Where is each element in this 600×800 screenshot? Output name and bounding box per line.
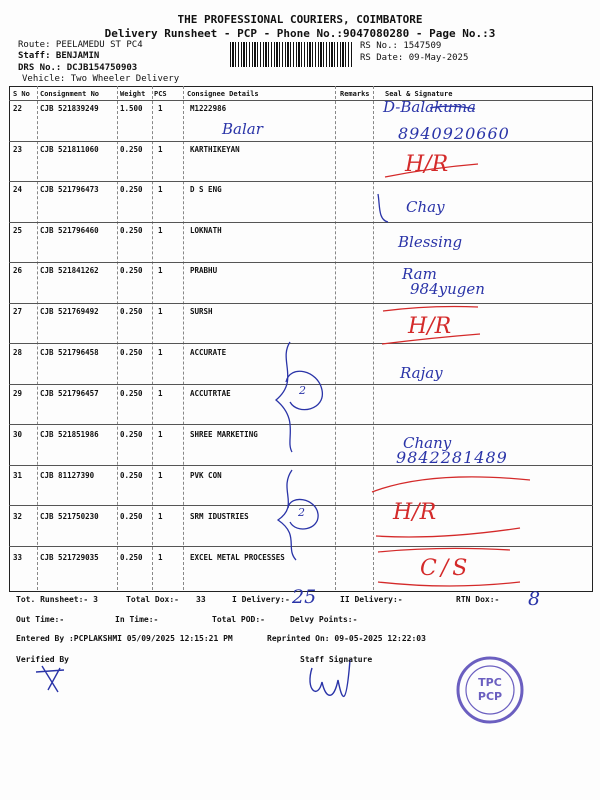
row-sno: 27 [13, 307, 23, 316]
row-consignee: LOKNATH [190, 226, 222, 235]
i-delivery-label: I Delivery:- [232, 595, 290, 604]
row-sno: 24 [13, 185, 23, 194]
row-sno: 33 [13, 553, 23, 562]
row-consignment: CJB 521750230 [40, 512, 99, 521]
row-pcs: 1 [158, 553, 163, 562]
row-sno: 30 [13, 430, 23, 439]
stamp-line2: PCP [477, 690, 503, 703]
row-consignee: ACCURATE [190, 348, 227, 357]
row-sno: 31 [13, 471, 23, 480]
in-time-label: In Time:- [115, 615, 159, 624]
row-consignee: D S ENG [190, 185, 222, 194]
total-dox-label: Total Dox:- [126, 595, 179, 604]
hand-r22-signature: D-Balakuma [383, 98, 476, 116]
hand-r22-phone: 8940920660 [398, 124, 510, 143]
hand-r24-signature: Chay [406, 198, 445, 216]
row-pcs: 1 [158, 145, 163, 154]
row-consignment: CJB 81127390 [40, 471, 95, 480]
row-consignment: CJB 521796457 [40, 389, 99, 398]
col-consignee: Consignee Details [187, 90, 259, 98]
staff-label: Staff: BENJAMIN [18, 51, 100, 61]
row-pcs: 1 [158, 471, 163, 480]
hand-r32-hr: H/R [393, 500, 437, 525]
row-pcs: 1 [158, 104, 163, 113]
row-sno: 22 [13, 104, 23, 113]
route-label: Route: PEELAMEDU ST PC4 [18, 40, 143, 50]
row-weight: 1.500 [120, 104, 143, 113]
row-weight: 0.250 [120, 471, 143, 480]
verified-by-label: Verified By [16, 655, 69, 664]
row-pcs: 1 [158, 389, 163, 398]
row-consignee: ACCUTRTAE [190, 389, 231, 398]
rs-date: RS Date: 09-May-2025 [360, 53, 469, 63]
row-consignee: EXCEL METAL PROCESSES [190, 553, 285, 562]
total-pod-label: Total POD:- [212, 615, 265, 624]
runsheet-subtitle: Delivery Runsheet - PCP - Phone No.:9047080280 - Page No.:3 [104, 27, 496, 40]
ii-delivery-label: II Delivery:- [340, 595, 403, 604]
row-consignment: CJB 521811060 [40, 145, 99, 154]
entered-by: Entered By :PCPLAKSHMI 05/09/2025 12:15:21 PM [16, 634, 233, 643]
row-weight: 0.250 [120, 430, 143, 439]
row-pcs: 1 [158, 307, 163, 316]
row-consignment: CJB 521769492 [40, 307, 99, 316]
row-pcs: 1 [158, 348, 163, 357]
row-consignment: CJB 521796460 [40, 226, 99, 235]
row-sno: 32 [13, 512, 23, 521]
row-consignment: CJB 521839249 [40, 104, 99, 113]
row-consignee: SRM IDUSTRIES [190, 512, 249, 521]
row-consignment: CJB 521841262 [40, 266, 99, 275]
hand-r32-count: 2 [298, 506, 305, 519]
row-consignee: SHREE MARKETING [190, 430, 258, 439]
col-sno: S No [13, 90, 30, 98]
stamp-line1: TPC [478, 676, 502, 689]
vehicle-label: Vehicle: Two Wheeler Delivery [22, 74, 180, 84]
col-consignment: Consignment No [40, 90, 100, 98]
hand-r29-count: 2 [299, 384, 306, 397]
hand-r30-phone: 9842281489 [396, 448, 508, 467]
row-consignment: CJB 521796473 [40, 185, 99, 194]
row-pcs: 1 [158, 266, 163, 275]
hand-r26-signature: Ram [402, 265, 437, 283]
row-weight: 0.250 [120, 512, 143, 521]
hand-r33-cs: C/S [420, 556, 472, 581]
row-consignee: PVK CON [190, 471, 222, 480]
row-weight: 0.250 [120, 185, 143, 194]
hand-r26-phone: 984yugen [410, 280, 485, 298]
staff-signature-label: Staff Signature [300, 655, 373, 664]
rtn-dox-value: 8 [528, 588, 541, 610]
row-pcs: 1 [158, 512, 163, 521]
row-weight: 0.250 [120, 307, 143, 316]
hand-r23-hr: H/R [405, 152, 449, 177]
tot-runsheet: Tot. Runsheet:- 3 [16, 595, 98, 604]
row-weight: 0.250 [120, 145, 143, 154]
out-time-label: Out Time:- [16, 615, 65, 624]
row-consignee: PRABHU [190, 266, 218, 275]
col-seal: Seal & Signature [385, 90, 453, 98]
row-consignment: CJB 521729035 [40, 553, 99, 562]
row-sno: 23 [13, 145, 23, 154]
row-consignee: SURSH [190, 307, 213, 316]
row-consignment: CJB 521796458 [40, 348, 99, 357]
row-sno: 28 [13, 348, 23, 357]
rtn-dox-label: RTN Dox:- [456, 595, 500, 604]
row-weight: 0.250 [120, 226, 143, 235]
row-sno: 29 [13, 389, 23, 398]
hand-r25-signature: Blessing [398, 233, 463, 251]
rs-number: RS No.: 1547509 [360, 41, 442, 51]
reprinted-on: Reprinted On: 09-05-2025 12:22:03 [267, 634, 426, 643]
row-weight: 0.250 [120, 348, 143, 357]
col-pcs: PCS [154, 90, 167, 98]
hand-r27-hr: H/R [408, 314, 452, 339]
row-consignee: KARTHIKEYAN [190, 145, 240, 154]
row-pcs: 1 [158, 185, 163, 194]
hand-r22-consignee: Balar [222, 120, 263, 138]
hand-r28-signature: Rajay [400, 364, 443, 382]
row-consignment: CJB 521851986 [40, 430, 99, 439]
row-pcs: 1 [158, 430, 163, 439]
row-sno: 26 [13, 266, 23, 275]
i-delivery-value: 25 [292, 586, 317, 608]
row-pcs: 1 [158, 226, 163, 235]
drs-label: DRS No.: DCJB154750903 [18, 63, 138, 73]
row-weight: 0.250 [120, 389, 143, 398]
row-weight: 0.250 [120, 266, 143, 275]
row-sno: 25 [13, 226, 23, 235]
hand-r30-signature: Chany [403, 434, 452, 452]
col-weight: Weight [120, 90, 146, 98]
delvy-points-label: Delvy Points:- [290, 615, 358, 624]
company-title: THE PROFESSIONAL COURIERS, COIMBATORE [177, 13, 423, 26]
row-weight: 0.250 [120, 553, 143, 562]
col-remarks: Remarks [340, 90, 370, 98]
row-consignee: M1222986 [190, 104, 227, 113]
total-dox-value: 33 [196, 595, 206, 604]
